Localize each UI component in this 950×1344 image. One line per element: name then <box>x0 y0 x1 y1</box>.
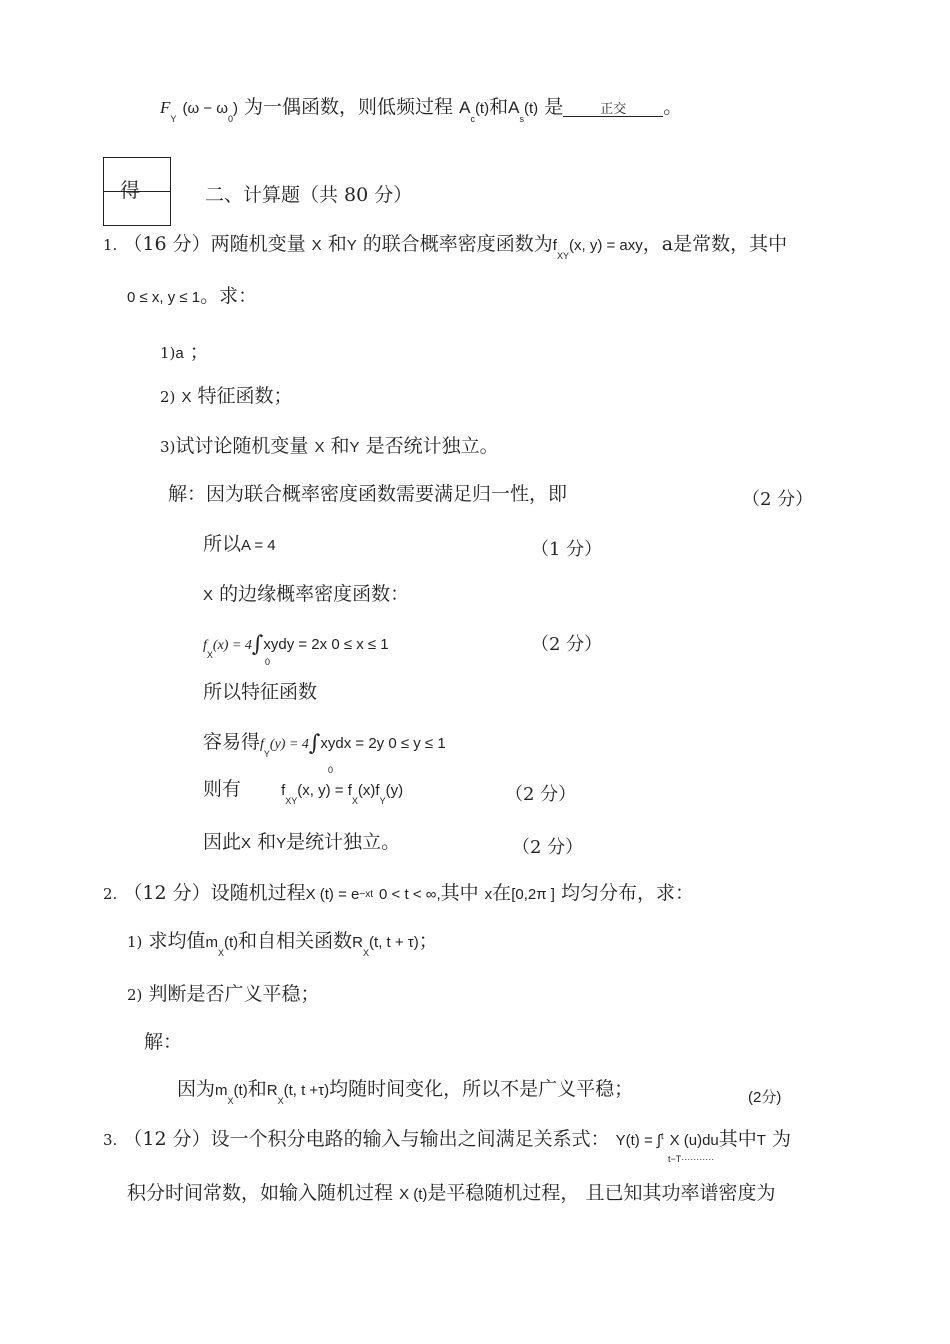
q2-item-1: 1) 求均值$m_X(t)$和自相关函数$R_X(t$, t + τ)； <box>127 930 438 958</box>
sol1-fy-lower: 0 <box>328 765 334 775</box>
sol2-points: (2分) <box>748 1089 782 1106</box>
section-title: 二、计算题（共 80 分） <box>205 184 413 206</box>
q1-item-1: 1)a ； <box>160 341 209 363</box>
sol1-a-points: （1 分） <box>531 539 603 560</box>
integral-sign-icon: ∫ <box>308 731 321 756</box>
integral-sign-icon: ∫ <box>251 632 264 657</box>
q3-line2: 积分时间常数，如输入随机过程 X (t)是平稳随机过程， 且已知其功率谱密度为 <box>127 1182 776 1204</box>
q2-item-2: 2) 判断是否广义平稳； <box>127 983 320 1005</box>
sol2-label: 解： <box>144 1031 183 1053</box>
q1-line2: 0 ≤ x, y ≤ 1。求： <box>127 285 258 307</box>
q3-integral-lower: t−T··········· <box>668 1154 715 1164</box>
q3-line1: 3. （12 分）设一个积分电路的输入与输出之间满足关系式： Y(t) = ∫$^t$ X (u)du其中T 为 <box>103 1128 792 1150</box>
q1-line1: 1. （16 分）两随机变量 X 和Y 的联合概率密度函数为$f_{XY}(x$, y) = axy，a是常数，其中 <box>103 233 788 261</box>
sol1-fx-lower: 0 <box>265 657 271 667</box>
q2-line1: 2. （12 分）设随机过程X (t) = e−xt 0 < t < ∞,其中 x在[0,2π ] 均匀分布，求： <box>103 882 694 904</box>
sol1-fx: $f_X(x)$ = 4∫xydy = 2x 0 ≤ x ≤ 1 <box>203 632 389 660</box>
sol1-joint-points: （2 分） <box>505 784 577 805</box>
sol2-line: 因为$m_X(t)$和$R_X(t$, t +τ)均随时间变化，所以不是广义平稳； <box>177 1078 634 1106</box>
sol1-char: 所以特征函数 <box>203 681 318 703</box>
score-box <box>103 157 171 226</box>
sol1-fx-points: （2 分） <box>531 634 603 655</box>
func-F: F <box>160 98 171 117</box>
sol1-conclusion: 因此X 和Y是统计独立。 <box>203 831 401 853</box>
sol1-intro: 解：因为联合概率密度函数需要满足归一性，即 <box>168 483 568 505</box>
sol1-joint: 则有 $f_{XY}(x$, $y) = f_X(x)f_Y(y)$ <box>203 778 404 806</box>
sol1-fy: 容易得$f_Y(y)$ = 4∫xydx = 2y 0 ≤ y ≤ 1 <box>203 731 446 759</box>
sol1-marginal-title: X 的边缘概率密度函数： <box>203 583 410 605</box>
answer-blank: 正交 <box>563 103 663 117</box>
q1-item-2: 2) X 特征函数； <box>160 385 293 407</box>
q1-item-3: 3)试讨论随机变量 X 和Y 是否统计独立。 <box>160 435 499 457</box>
line-lowpass-orthogonal: $F_Y$ $(\omega - \omega_0)$ 为一偶函数，则低频过程 $A_c(t)$和$A_s(t)$ 是 正交 。 <box>160 96 683 124</box>
sol1-intro-points: （2 分） <box>742 489 814 510</box>
sol1-a-value: 所以A = 4 <box>203 533 276 555</box>
score-label: 得 <box>120 178 140 202</box>
sol1-conclusion-points: （2 分） <box>512 837 584 858</box>
score-box-divider <box>104 191 170 192</box>
